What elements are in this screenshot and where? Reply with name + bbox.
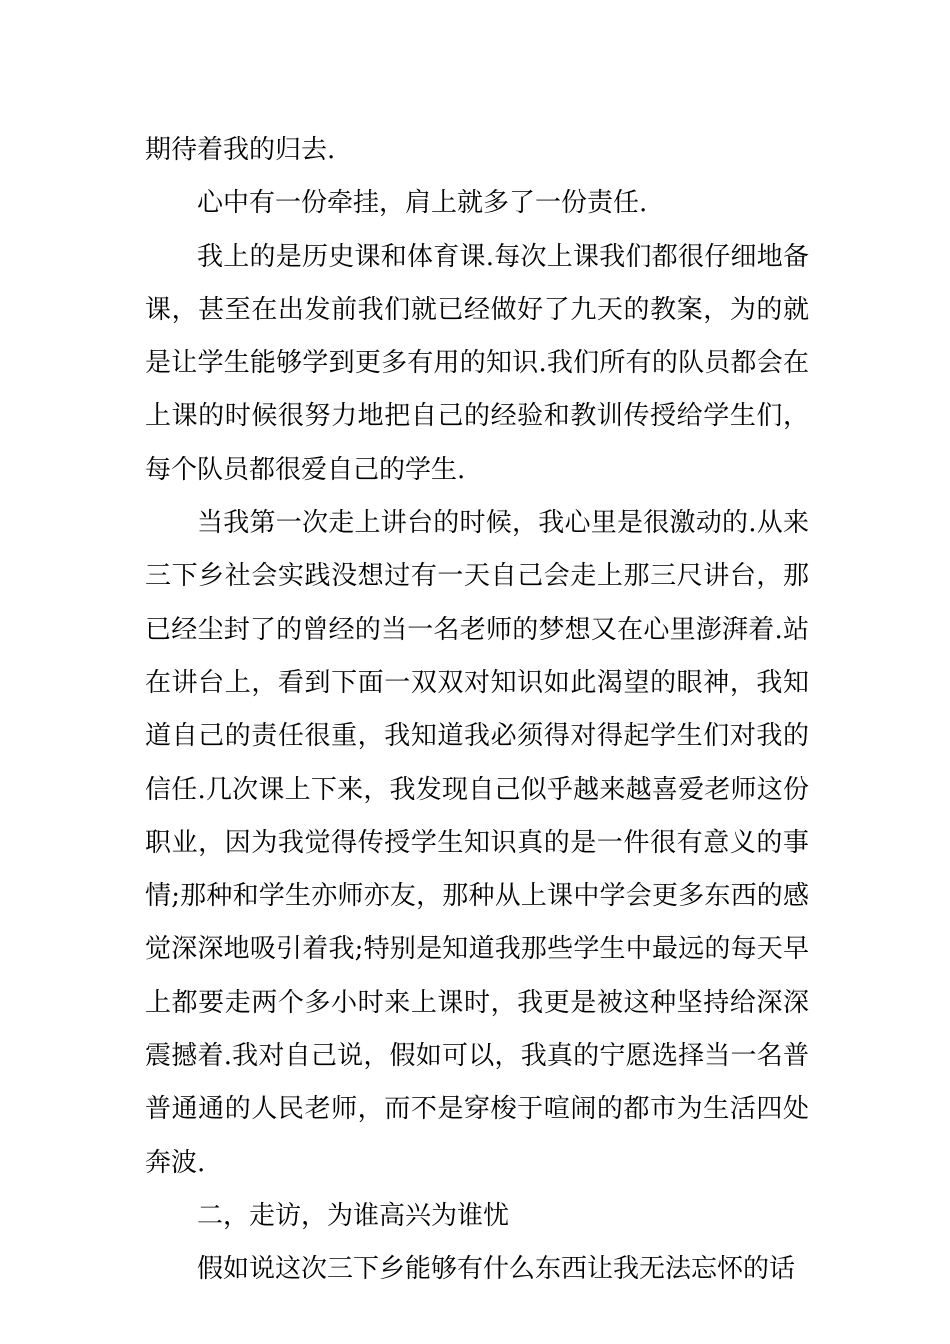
paragraph-1: 期待着我的归去. <box>145 135 336 165</box>
paragraph-5: 假如说这次三下乡能够有什么东西让我无法忘怀的话 <box>197 1254 796 1285</box>
paragraph-4: 当我第一次走上讲台的时候，我心里是很激动的.从来三下乡社会实践没想过有一天自己会走上那三尺讲台，那已经尘封了的曾经的当一名老师的梦想又在心里澎湃着.站在讲台上，看到下面一双双对知识如此渴望的眼神，我知道自己的责任很重，我知道我必须得对得起学生们对我的信任.几次课上下来，我发现自己似乎越来越喜爱老师这份职业，因为我觉得传授学生知识真的是一件很有意义的事情;那种和学生亦师亦友，那种从上课中学会更多东西的感觉深深地吸引着我;特别是知道我那些学生中最远的每天早上都要走两个多小时来上课时，我更是被这种坚持给深深震撼着.我对自己说，假如可以，我真的宁愿选择当一名普普通通的人民老师，而不是穿梭于喧闹的都市为生活四处奔波. <box>145 508 809 1178</box>
paragraph-3: 我上的是历史课和体育课.每次上课我们都很仔细地备课，甚至在出发前我们就已经做好了九天的教案，为的就是让学生能够学到更多有用的知识.我们所有的队员都会在上课的时候很努力地把自己的经验和教训传授给学生们，每个队员都很爱自己的学生. <box>145 241 809 485</box>
document-body <box>145 124 809 1297</box>
paragraph-2: 心中有一份牵挂，肩上就多了一份责任. <box>197 188 648 219</box>
section-heading: 二，走访，为谁高兴为谁忧 <box>197 1200 510 1231</box>
